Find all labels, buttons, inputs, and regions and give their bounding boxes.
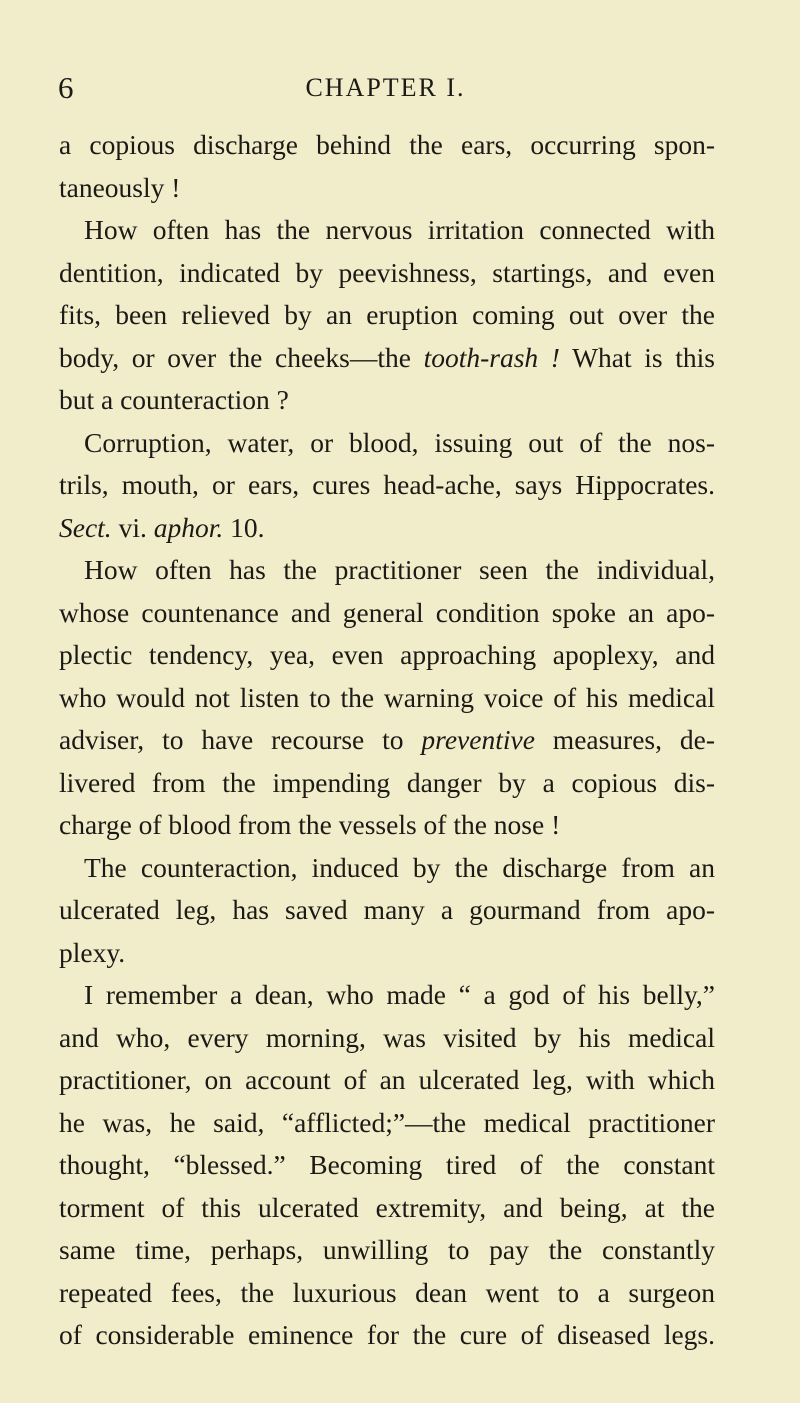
italic-text: tooth-rash ! [423, 341, 560, 373]
text-line [59, 337, 715, 380]
text-run: dentition, indicated by peevishness, startings, and even [59, 256, 715, 288]
text-line [59, 1187, 715, 1230]
text-run: repeated fees, the luxurious dean went to a surgeon [59, 1276, 715, 1308]
text-line [59, 1272, 715, 1315]
text-line [59, 1144, 715, 1187]
text-run: Corruption, water, or blood, issuing out of the nos- [84, 426, 715, 458]
text-line [59, 889, 715, 932]
text-run: of considerable eminence for the cure of diseased legs. [59, 1319, 715, 1350]
text-line [59, 719, 715, 762]
text-line [59, 1059, 715, 1102]
chapter-title: CHAPTER I. [305, 73, 466, 102]
text-line [59, 932, 715, 975]
text-line [59, 422, 715, 465]
text-run: body, or over the cheeks—the [59, 341, 424, 373]
text-line [59, 1229, 715, 1272]
text-run: ulcerated leg, has saved many a gourmand from apo- [59, 894, 715, 925]
text-run: vi. [111, 511, 154, 543]
text-line [59, 677, 715, 720]
text-run: a copious discharge behind the ears, occurring spon- [59, 129, 715, 160]
text-run: fits, been relieved by an eruption coming out over the [59, 299, 715, 330]
text-run: whose countenance and general condition spoke an apo- [59, 596, 715, 628]
text-run: plectic tendency, yea, even approaching apoplexy, and [59, 639, 715, 670]
text-line [59, 464, 715, 507]
text-run: same time, perhaps, unwilling to pay the constantly [59, 1234, 715, 1265]
text-run: livered from the impending danger by a copious dis- [59, 766, 715, 798]
text-run: who would not listen to the warning voice of his medical [59, 681, 715, 713]
text-line [59, 762, 715, 805]
text-line [59, 209, 715, 252]
text-line [59, 634, 715, 677]
text-run: he was, he said, “afflicted;”—the medical practitioner [59, 1106, 715, 1138]
italic-text: preventive [421, 724, 535, 755]
text-line [59, 507, 715, 550]
text-run: 10. [223, 511, 265, 543]
text-line [59, 294, 715, 337]
text-line [59, 252, 715, 295]
text-run: practitioner, on account of an ulcerated leg, with which [59, 1064, 715, 1095]
text-run: The counteraction, induced by the discharge from an [84, 851, 715, 883]
text-run: trils, mouth, or ears, cures head-ache, says Hippocrates. [59, 469, 715, 500]
text-run: taneously ! [59, 171, 181, 203]
text-run: adviser, to have recourse to [59, 724, 422, 755]
text-line [59, 124, 715, 167]
text-run: thought, “blessed.” Becoming tired of the constant [59, 1149, 715, 1180]
text-line [59, 549, 715, 592]
text-run: What is this [559, 341, 715, 373]
text-run: I remember a dean, who made “ a god of his belly,” [84, 979, 715, 1010]
text-line [59, 379, 715, 422]
text-line [59, 974, 715, 1017]
running-head [58, 70, 713, 106]
text-line [59, 1017, 715, 1060]
text-run: How often has the practitioner seen the individual, [84, 554, 715, 585]
text-run: measures, de- [534, 724, 715, 755]
page-number: 6 [58, 70, 74, 105]
text-run: plexy. [59, 936, 126, 968]
text-line [59, 167, 715, 210]
text-run: and who, every morning, was visited by his medical [59, 1021, 715, 1053]
text-line [59, 1314, 715, 1357]
italic-text: Sect. [59, 511, 112, 543]
text-line [59, 847, 715, 890]
text-run: torment of this ulcerated extremity, and being, at the [59, 1191, 715, 1223]
italic-text: aphor. [153, 511, 224, 543]
text-run: How often has the nervous irritation connected with [84, 214, 715, 245]
text-line [59, 592, 715, 635]
text-run: charge of blood from the vessels of the nose ! [59, 809, 561, 840]
text-run: but a counteraction ? [59, 384, 289, 415]
body-text [59, 124, 715, 1357]
text-line [59, 1102, 715, 1145]
text-line [59, 804, 715, 847]
